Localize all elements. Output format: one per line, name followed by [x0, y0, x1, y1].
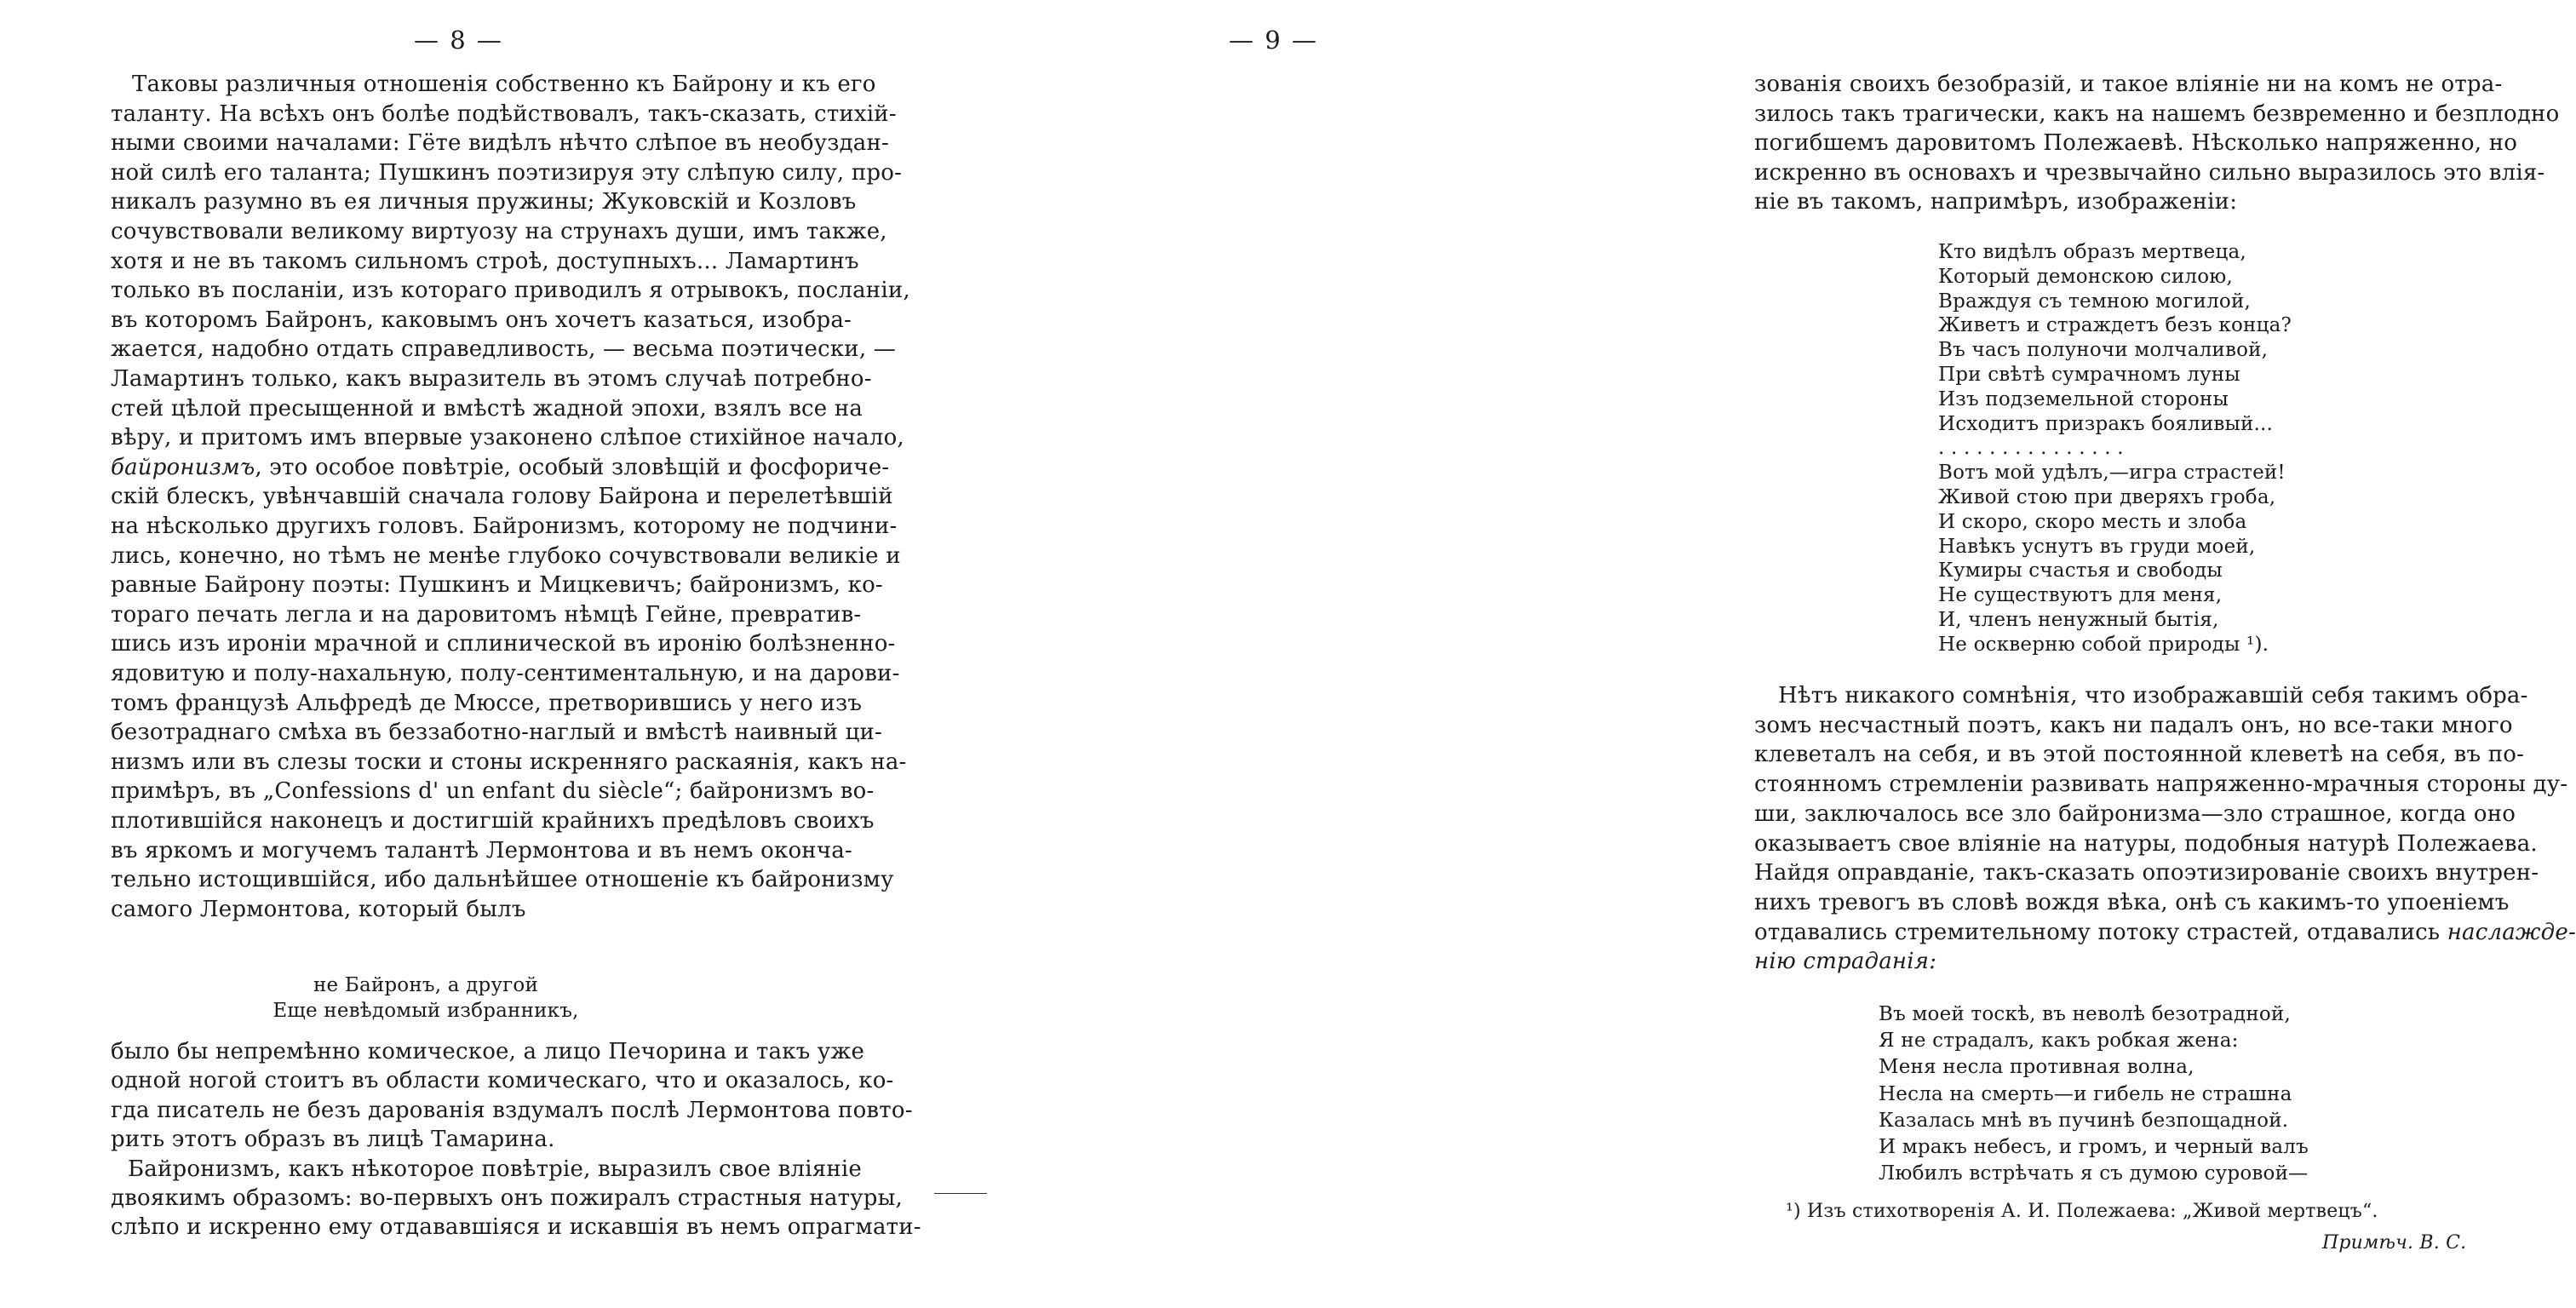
paragraph-line: двоякимъ образомъ: во-первыхъ онъ пожиралъ страстныя натуры, [111, 1185, 903, 1211]
paragraph-line: ніе въ такомъ, напримѣръ, изображеніи: [1754, 189, 2238, 215]
poem-line: Не существуютъ для меня, [1938, 584, 2223, 607]
paragraph-line: Байронизмъ, какъ нѣкоторое повѣтріе, выразилъ свое вліяніе [128, 1156, 862, 1182]
paragraph-line: ной силѣ его таланта; Пушкинъ поэтизируя эту слѣпую силу, про- [111, 159, 903, 186]
paragraph-line: сочувствовали великому виртуозу на струнахъ души, имъ также, [111, 219, 887, 244]
paragraph-line: тораго печать легла и на даровитомъ нѣмцѣ Гейне, превратив- [111, 601, 862, 628]
poem-line: Любилъ встрѣчать я съ думою суровой— [1879, 1162, 2309, 1185]
paragraph-line: зилось такъ трагически, какъ на нашемъ безвременно и безплодно [1754, 100, 2560, 127]
quote-line: Еще невѣдомый избранникъ, [273, 1000, 579, 1022]
paragraph-line: плотившійся наконецъ и достигшій крайнихъ предѣловъ своихъ [111, 808, 875, 834]
footnote-signature: Примѣч. В. С. [2322, 1232, 2467, 1254]
page-number: — 9 — [1229, 26, 1318, 54]
poem-line: Исходитъ призракъ бояливый... [1938, 412, 2274, 435]
page-number: — 8 — [414, 26, 503, 54]
left-page [0, 0, 921, 1308]
quote-line: не Байронъ, а другой [313, 974, 539, 996]
paragraph-line: равные Байрону поэты: Пушкинъ и Мицкевичъ; байронизмъ, ко- [111, 572, 883, 599]
paragraph-line: стоянномъ стремленіи развивать напряженно-мрачныя стороны ду- [1754, 772, 2568, 798]
paragraph-line: нихъ тревогъ въ словѣ вождя вѣка, онѣ съ какимъ-то упоеніемъ [1754, 889, 2510, 915]
footnote-rule [934, 1193, 987, 1194]
poem-line: . . . . . . . . . . . . . . . [1938, 437, 2124, 460]
paragraph-line: ши, заключалось все зло байронизма—зло страшное, когда оно [1754, 800, 2516, 827]
paragraph-line: скій блескъ, увѣнчавшій сначала голову Байрона и перелетѣвшій [111, 484, 893, 510]
footnote: ¹) Изъ стихотворенія А. И. Полежаева: „Живой мертвецъ“. [1786, 1201, 2378, 1222]
paragraph-line: искренно въ основахъ и чрезвычайно сильно выразилось это влія- [1754, 159, 2545, 186]
poem-line: При свѣтѣ сумрачномъ луны [1938, 364, 2240, 386]
paragraph-line: Ламартинъ только, какъ выразитель въ этомъ случаѣ потребно- [111, 366, 872, 392]
paragraph-line: только въ посланіи, изъ котораго приводилъ я отрывокъ, посланіи, [111, 278, 910, 304]
paragraph-line: погибшемъ даровитомъ Полежаевѣ. Нѣсколько напряженно, но [1754, 130, 2518, 156]
paragraph-line: низмъ или въ слезы тоски и стоны искренняго раскаянія, какъ на- [111, 749, 907, 775]
paragraph-line: никалъ разумно въ ея личныя пружины; Жуковскій и Козловъ [111, 189, 857, 215]
poem-line: Навѣкъ уснутъ въ груди моей, [1938, 535, 2256, 558]
paragraph-line: зованія своихъ безобразій, и такое вліяніе ни на комъ не отра- [1754, 72, 2503, 97]
paragraph-line: безотраднаго смѣха въ беззаботно-наглый и вмѣстѣ наивный ци- [111, 720, 883, 746]
paragraph-line: самого Лермонтова, который былъ [111, 896, 526, 922]
poem-line: Меня несла противная волна, [1879, 1056, 2194, 1079]
paragraph-line: на нѣсколько другихъ головъ. Байронизмъ, которому не подчини- [111, 513, 898, 539]
poem-line: Кумиры счастья и свободы [1938, 559, 2223, 582]
paragraph-line: вѣру, и притомъ имъ впервые узаконено слѣпое стихійное начало, [111, 425, 904, 451]
paragraph-line: ными своими началами: Гёте видѣлъ нѣчто слѣпое въ необуздан- [111, 130, 890, 157]
paragraph-line: байронизмъ, это особое повѣтріе, особый зловѣщій и фосфориче- [111, 454, 890, 480]
poem-line: И, членъ ненужный бытія, [1938, 609, 2219, 631]
paragraph-line: оказываетъ свое вліяніе на натуры, подобныя натурѣ Полежаева. [1754, 830, 2538, 857]
paragraph-line: примѣръ, въ „Confessions d' un enfant du siècle“; байронизмъ во- [111, 778, 875, 805]
poem-line: Въ часъ полуночи молчаливой, [1938, 339, 2269, 362]
poem-line: Не оскверню собой природы ¹). [1938, 633, 2269, 656]
poem-line: Живетъ и страждетъ безъ конца? [1938, 314, 2292, 337]
poem-line: Который демонскою силою, [1938, 265, 2233, 288]
paragraph-line: жается, надобно отдать справедливость, — весьма поэтически, — [111, 336, 896, 363]
poem-line: Вотъ мой удѣлъ,—игра страстей! [1938, 462, 2286, 485]
paragraph-line: лись, конечно, но тѣмъ не менѣе глубоко сочувствовали великіе и [111, 542, 901, 569]
poem-line: Я не страдалъ, какъ робкая жена: [1879, 1030, 2239, 1053]
right-page [852, 0, 2576, 1308]
paragraph-line: таланту. На всѣхъ онъ болѣе подѣйствовалъ, такъ-сказать, стихій- [111, 100, 897, 127]
poem-line: Казалась мнѣ въ пучинѣ безпощадной. [1879, 1109, 2289, 1132]
paragraph-line: рить этотъ образъ въ лицѣ Тамарина. [111, 1127, 555, 1153]
paragraph-line: въ которомъ Байронъ, каковымъ онъ хочетъ казаться, изобра- [111, 307, 852, 333]
poem-line: Въ моей тоскѣ, въ неволѣ безотрадной, [1879, 1003, 2291, 1025]
paragraph-line: одной ногой стоитъ въ области комическаго, что и оказалось, ко- [111, 1068, 894, 1094]
paragraph-line: шись изъ ироніи мрачной и сплиничeской въ иронію болѣзненно- [111, 631, 896, 657]
paragraph-line: стей цѣлой пресыщенной и вмѣстѣ жадной эпохи, взялъ все на [111, 395, 863, 422]
poem-line: И мракъ небесъ, и громъ, и черный валъ [1879, 1136, 2309, 1158]
paragraph-line: томъ французѣ Альфредѣ де Мюссе, претворившись у него изъ [111, 690, 863, 716]
paragraph-line: тельно истощившійся, ибо дальнѣйшее отношеніе къ байронизму [111, 867, 894, 893]
paragraph-line: слѣпо и искренно ему отдававшіяся и искавшія въ немъ опрагмати- [111, 1214, 921, 1241]
poem-line: Несла на смерть—и гибель не страшна [1879, 1082, 2292, 1105]
paragraph-line: гда писатель не безъ дарованія вздумалъ послѣ Лермонтова повто- [111, 1097, 913, 1123]
paragraph-line: нію страданія: [1754, 949, 1937, 975]
paragraph-line: было бы непремѣнно комическое, а лицо Печорина и такъ уже [111, 1039, 865, 1064]
poem-line: Живой стою при дверяхъ гроба, [1938, 486, 2276, 508]
paragraph-line: Нѣтъ никакого сомнѣнія, что изображавшій себя такимъ обра- [1778, 683, 2528, 708]
poem-line: И скоро, скоро месть и злоба [1938, 510, 2247, 533]
paragraph-line: Таковы различныя отношенія собственно къ Байрону и къ его [132, 72, 876, 97]
poem-line: Кто видѣлъ образъ мертвеца, [1938, 241, 2246, 263]
paragraph-line: зомъ несчастный поэтъ, какъ ни падалъ онъ, но все-таки много [1754, 712, 2513, 738]
paragraph-line: Найдя оправданіе, такъ-сказать опоэтизированіе своихъ внутрен- [1754, 860, 2539, 886]
paragraph-line: ядовитую и полу-нахальную, полу-сентиментальную, и на дарови- [111, 661, 900, 686]
paragraph-line: отдавались стремительному потоку страстей, отдавались наслажде- [1754, 919, 2576, 945]
paragraph-line: клеветалъ на себя, и въ этой постоянной клеветѣ на себя, въ по- [1754, 742, 2525, 768]
paragraph-line: въ яркомъ и могучемъ талантѣ Лермонтова и въ немъ оконча- [111, 837, 852, 863]
paragraph-line: хотя и не въ такомъ сильномъ строѣ, доступныхъ... Ламартинъ [111, 248, 859, 274]
poem-line: Изъ подземельной стороны [1938, 387, 2229, 410]
poem-line: Враждуя съ темною могилой, [1938, 290, 2251, 313]
